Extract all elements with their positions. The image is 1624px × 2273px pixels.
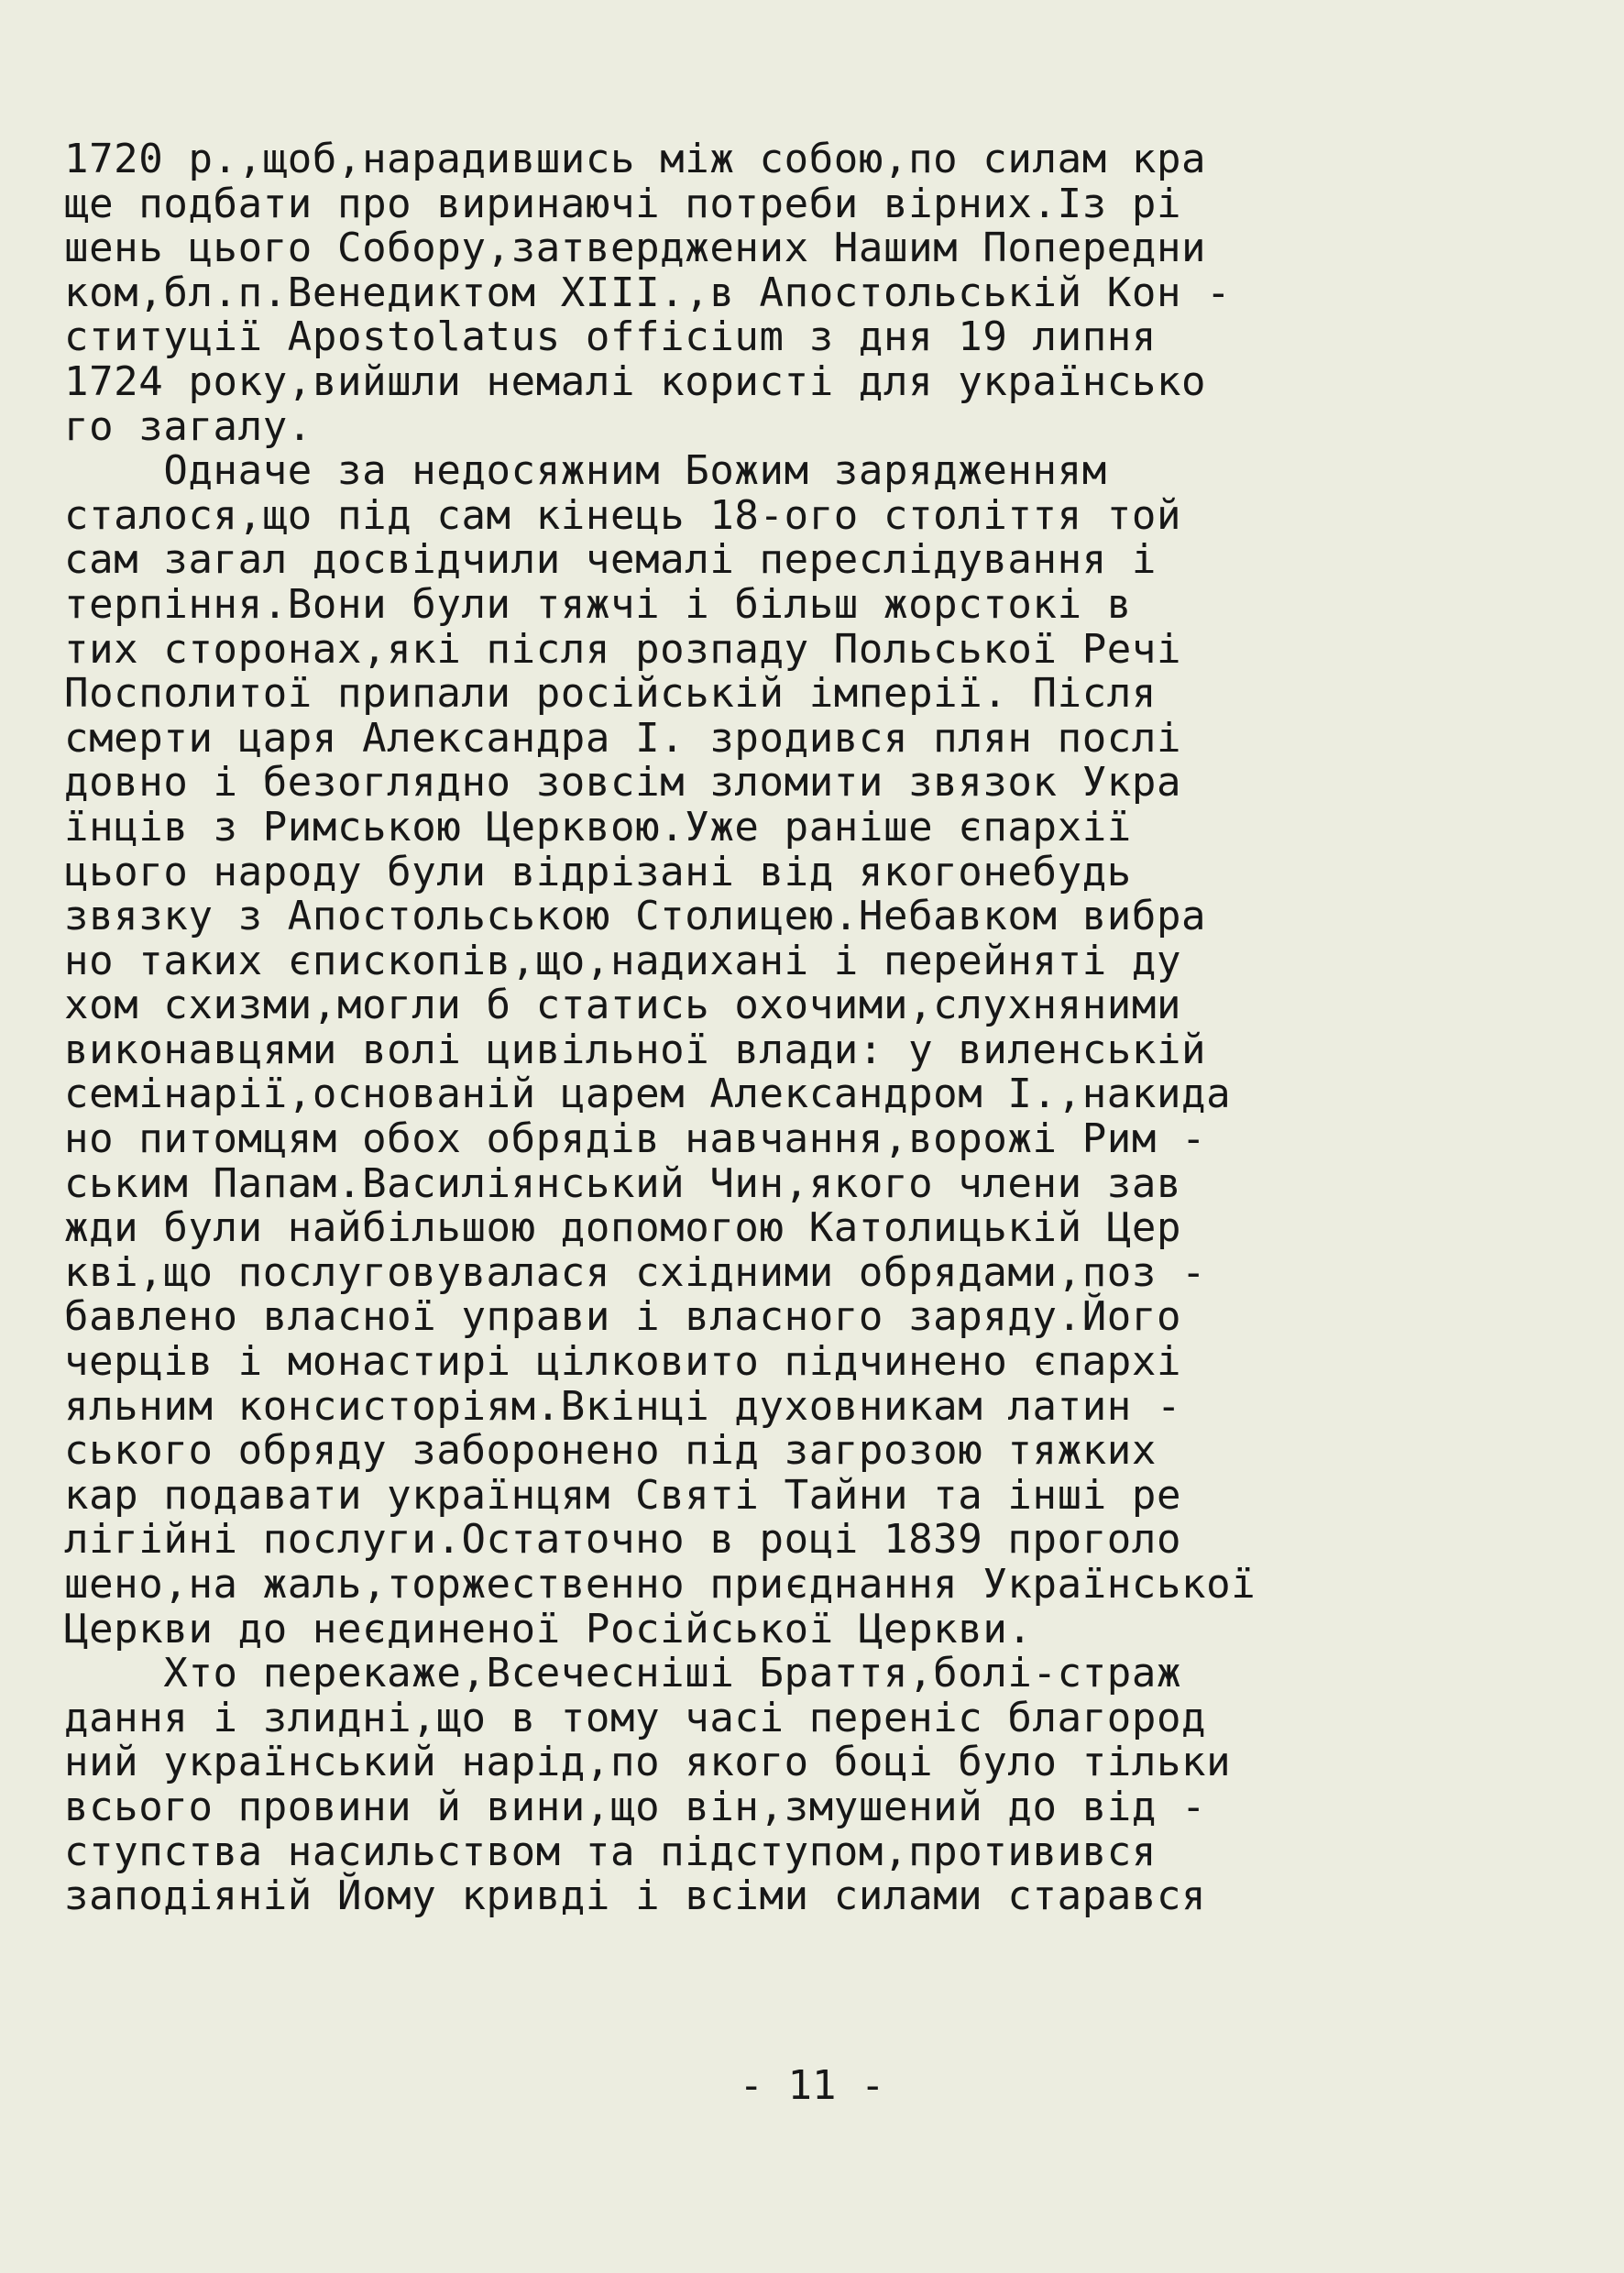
text-line: шень цього Собору,затверджених Нашим Попередни xyxy=(64,225,1207,272)
text-line: довно і безоглядно зовсім зломити звязок Укра xyxy=(64,759,1182,807)
text-line: го загалу. xyxy=(64,402,313,450)
text-line: 1724 року,вийшли немалі користі для українсько xyxy=(64,357,1207,405)
text-line: дання і злидні,що в тому часі переніс благород xyxy=(64,1694,1207,1741)
text-line: заподіяній Йому кривді і всіми силами старався xyxy=(64,1872,1207,1920)
text-line: звязку з Апостольською Столицею.Небавком вибра xyxy=(64,893,1207,940)
text-line: ського обряду заборонено під загрозою тяжких xyxy=(64,1427,1157,1475)
text-line: семінарії,основаній царем Александром І.,накида xyxy=(64,1071,1232,1118)
text-line: тих сторонах,які після розпаду Польської Речі xyxy=(64,625,1182,673)
text-line: Церкви до неєдиненої Російської Церкви. xyxy=(64,1605,1033,1653)
text-line: виконавцями волі цивільної влади: у виленській xyxy=(64,1026,1207,1073)
text-line: ступства насильством та підступом,противився xyxy=(64,1828,1157,1875)
text-line: кві,що послуговувалася східними обрядами,поз - xyxy=(64,1248,1207,1296)
text-line: лігійні послуги.Остаточно в році 1839 проголо xyxy=(64,1516,1182,1564)
text-line: ським Папам.Василіянський Чин,якого члени зав xyxy=(64,1159,1182,1207)
text-line: ституції Apostolatus officium з дня 19 липня xyxy=(64,313,1157,361)
text-line: кар подавати українцям Святі Тайни та інші ре xyxy=(64,1471,1182,1519)
text-line: шено,на жаль,торжественно приєднання Української xyxy=(64,1561,1256,1608)
text-line: смерти царя Александра І. зродився плян послі xyxy=(64,714,1182,762)
text-line: 1720 р.,щоб,нарадившись між собою,по силам кра xyxy=(64,136,1207,182)
text-line: сталося,що під сам кінець 18-ого століття той xyxy=(64,491,1182,539)
text-line: но таких єпископів,що,надихані і перейняті ду xyxy=(64,937,1182,984)
text-line: Посполитої припали російській імперії. Після xyxy=(64,670,1157,718)
text-line: терпіння.Вони були тяжчі і більш жорстокі в xyxy=(64,580,1132,628)
text-line: яльним консисторіям.Вкінці духовникам латин - xyxy=(64,1382,1182,1430)
text-line: жди були найбільшою допомогою Католицькій Цер xyxy=(64,1204,1182,1252)
text-line: ще подбати про виринаючі потреби вірних.Із рі xyxy=(64,180,1182,227)
text-line: черців і монастирі цілковито підчинено єпархі xyxy=(64,1338,1182,1386)
text-line: но питомцям обох обрядів навчання,ворожі Рим - xyxy=(64,1115,1207,1163)
text-line: їнців з Римською Церквою.Уже раніше єпархії xyxy=(64,803,1132,851)
text-line: сам загал досвідчили чемалі переслідування і xyxy=(64,536,1157,584)
body-text xyxy=(64,137,1549,1919)
text-line: всього провини й вини,що він,змушений до від - xyxy=(64,1783,1207,1830)
text-line: бавлено власної управи і власного заряду.Його xyxy=(64,1293,1182,1341)
text-line: Хто перекаже,Всечесніші Браття,болі-страж xyxy=(64,1650,1182,1697)
text-line: ком,бл.п.Венедиктом XIII.,в Апостольській Кон - xyxy=(64,269,1232,316)
text-line: хом схизми,могли б статись охочими,слухняними xyxy=(64,982,1182,1029)
text-line: цього народу були відрізані від якогонебудь xyxy=(64,848,1132,895)
text-line: Одначе за недосяжним Божим зарядженням xyxy=(64,447,1107,495)
text-line: ний український нарід,по якого боці було тільки xyxy=(64,1739,1232,1786)
page-number: - 11 - xyxy=(739,2062,885,2109)
